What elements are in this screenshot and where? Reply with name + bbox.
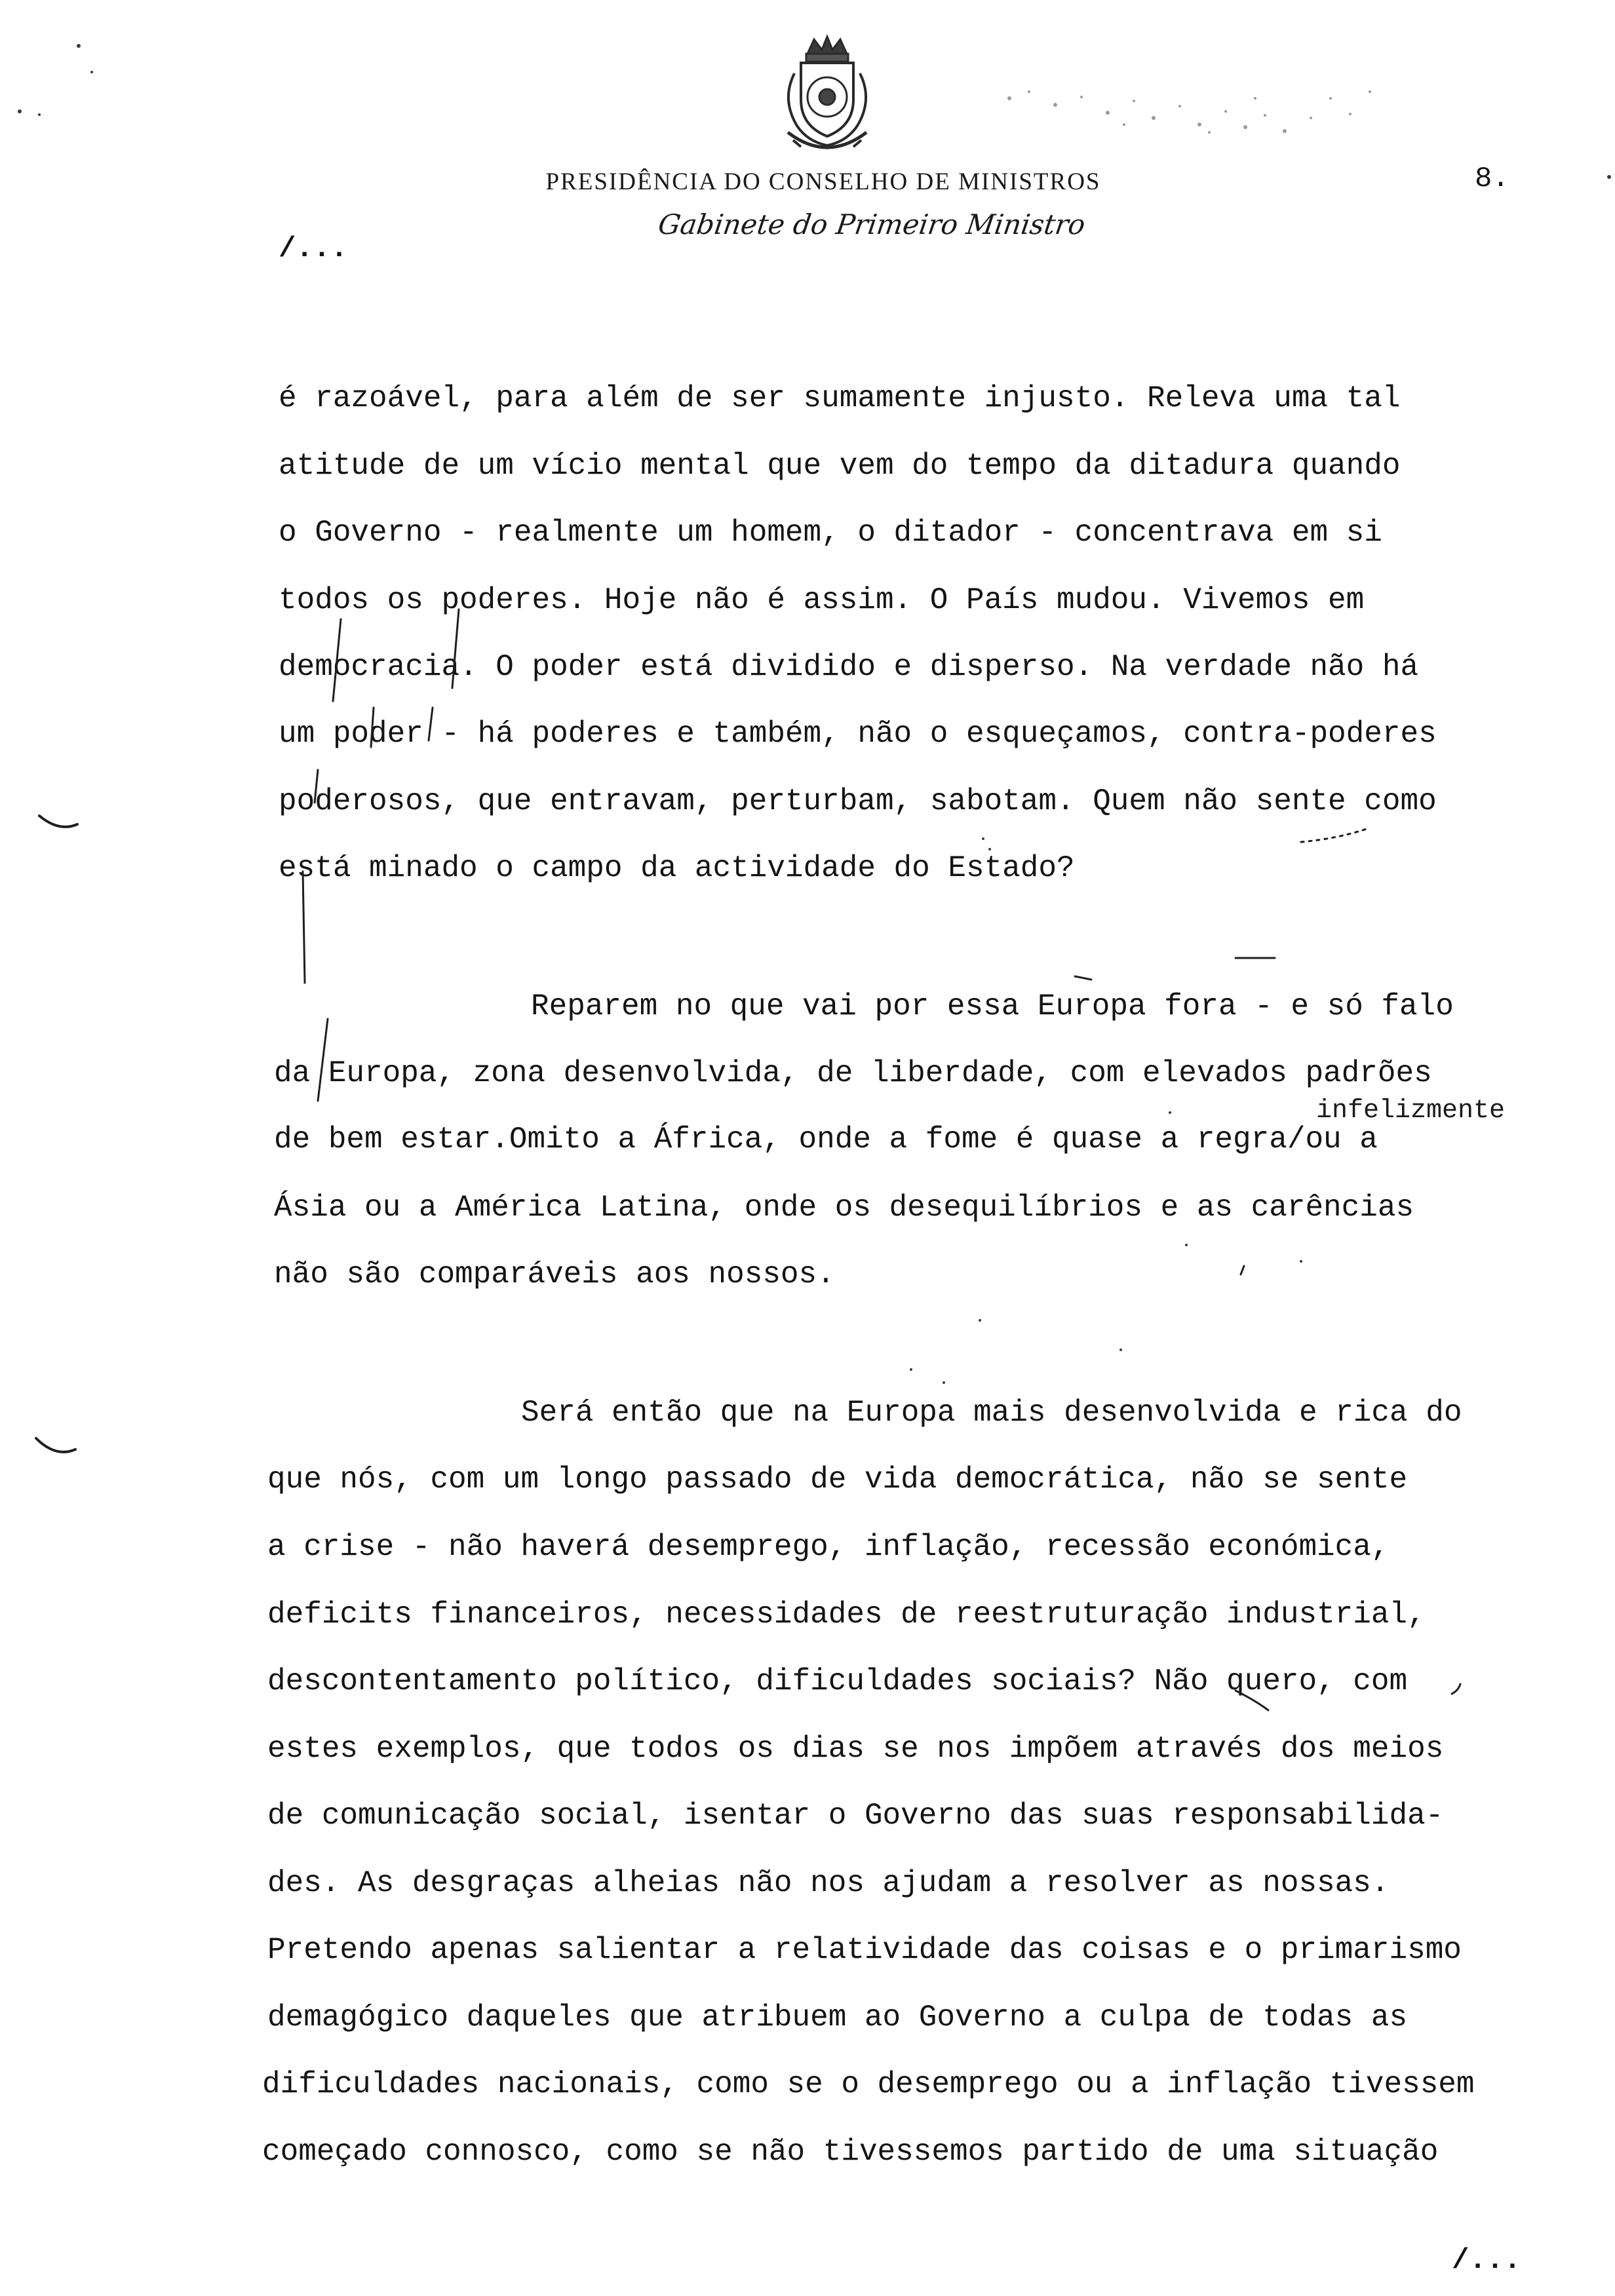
- text-line: é razoável, para além de ser sumamente injusto. Releva uma tal: [279, 381, 1401, 415]
- text-line: não são comparáveis aos nossos.: [274, 1257, 835, 1292]
- text-line: poderosos, que entravam, perturbam, sabotam. Quem não sente como: [279, 784, 1437, 818]
- letterhead-subtitle: Gabinete do Primeiro Ministro: [656, 208, 1087, 240]
- margin-mark: [39, 816, 77, 827]
- text-line: começado connosco, como se não tivessemos partido de uma situação: [262, 2135, 1439, 2169]
- print-smudge: [983, 72, 1390, 144]
- pen-stroke: [1075, 976, 1091, 980]
- text-line: demagógico daqueles que atribuem ao Governo a culpa de todas as: [267, 2000, 1408, 2035]
- text-line: Será então que na Europa mais desenvolvida e rica do: [521, 1396, 1462, 1430]
- text-line: estes exemplos, que todos os dias se nos impõem através dos meios: [267, 1732, 1444, 1766]
- text-line: deficits financeiros, necessidades de reestruturação industrial,: [267, 1598, 1426, 1632]
- text-line: está minado o campo da actividade do Estado?: [279, 851, 1075, 885]
- continuation-mark-bottom: /...: [1452, 2244, 1521, 2277]
- text-line: Ásia ou a América Latina, onde os desequilíbrios e as carências: [274, 1191, 1414, 1225]
- text-line: descontentamento político, dificuldades sociais? Não quero, com: [267, 1664, 1408, 1698]
- letterhead-title: PRESIDÊNCIA DO CONSELHO DE MINISTROS: [545, 168, 1101, 195]
- text-line: todos os poderes. Hoje não é assim. O País mudou. Vivemos em: [279, 583, 1365, 617]
- pen-stroke: [1241, 1266, 1244, 1274]
- continuation-mark-top: /...: [279, 233, 348, 265]
- text-line: que nós, com um longo passado de vida democrática, não se sente: [267, 1463, 1408, 1497]
- handwritten-insertion: infelizmente: [1316, 1096, 1506, 1126]
- pen-stroke: [1301, 829, 1367, 842]
- text-line: Pretendo apenas salientar a relatividade das coisas e o primarismo: [267, 1933, 1462, 1967]
- pen-stroke: [1452, 1684, 1460, 1694]
- text-line: Reparem no que vai por essa Europa fora - e só falo: [531, 989, 1454, 1024]
- coat-of-arms-seal: [768, 34, 886, 157]
- text-line: de comunicação social, isentar o Governo das suas responsabilida-: [267, 1799, 1444, 1833]
- text-line: o Governo - realmente um homem, o ditador - concentrava em si: [279, 516, 1382, 550]
- text-line: dificuldades nacionais, como se o desemprego ou a inflação tivessem: [262, 2067, 1475, 2101]
- text-line: des. As desgraças alheias não nos ajudam a resolver as nossas.: [267, 1866, 1390, 1900]
- text-line: de bem estar.Omito a África, onde a fome é quase a regra/ou a: [274, 1122, 1378, 1157]
- text-line: democracia. O poder está dividido e disperso. Na verdade não há: [279, 650, 1419, 684]
- text-line: a crise - não haverá desemprego, inflação, recessão económica,: [267, 1530, 1390, 1564]
- pen-stroke: [303, 871, 305, 983]
- text-line: da Europa, zona desenvolvida, de liberdade, com elevados padrões: [274, 1056, 1432, 1090]
- text-line: um poder - há poderes e também, não o esqueçamos, contra-poderes: [279, 717, 1437, 751]
- margin-mark: [36, 1438, 75, 1452]
- page-number: 8.: [1475, 163, 1509, 195]
- text-line: atitude de um vício mental que vem do tempo da ditadura quando: [279, 449, 1401, 483]
